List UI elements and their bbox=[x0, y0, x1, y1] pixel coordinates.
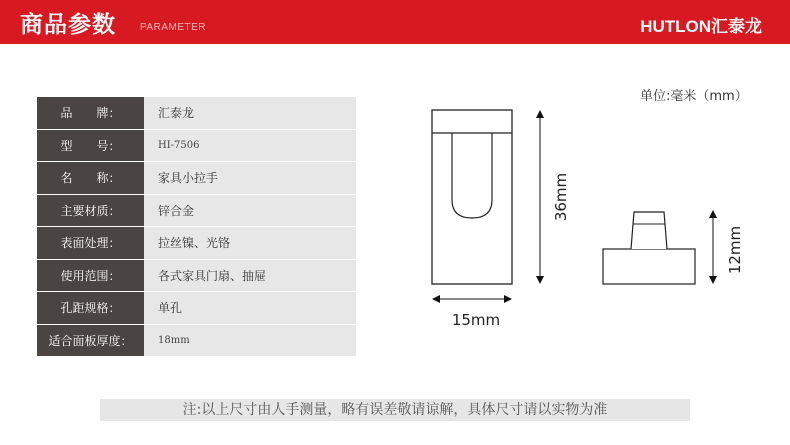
param-value: HI-7506 bbox=[144, 130, 356, 162]
page-title: 商品参数 bbox=[20, 12, 116, 38]
param-label: 适合面板厚度： bbox=[37, 325, 144, 357]
side-view-outline bbox=[603, 212, 695, 284]
param-label: 使用范围： bbox=[37, 260, 144, 292]
param-label: 孔距规格： bbox=[37, 292, 144, 324]
param-label: 品 牌： bbox=[37, 97, 144, 129]
param-label: 主要材质： bbox=[37, 195, 144, 227]
param-label: 表面处理： bbox=[37, 227, 144, 259]
side-height-dimension-label: 12mm bbox=[726, 225, 744, 275]
brand-logo: HUTLON汇泰龙 bbox=[640, 17, 762, 36]
front-view-outline bbox=[432, 110, 512, 284]
param-value: 家具小拉手 bbox=[144, 162, 356, 194]
param-value: 汇泰龙 bbox=[144, 97, 356, 129]
param-value: 锌合金 bbox=[144, 195, 356, 227]
page-subtitle: PARAMETER bbox=[140, 22, 206, 33]
disclaimer-bar bbox=[100, 399, 690, 421]
unit-label: 单位:毫米（mm） bbox=[640, 89, 748, 104]
param-label: 型 号： bbox=[37, 130, 144, 162]
param-value: 18mm bbox=[144, 325, 356, 357]
param-value: 各式家具门扇、抽屉 bbox=[144, 260, 356, 292]
width-dimension-label: 15mm bbox=[451, 311, 501, 329]
disclaimer-text: 注:以上尺寸由人手测量，略有误差敬请谅解，具体尺寸请以实物为准 bbox=[182, 402, 608, 418]
param-value: 拉丝镍、光铬 bbox=[144, 227, 356, 259]
height-dimension-label: 36mm bbox=[552, 172, 570, 222]
param-value: 单孔 bbox=[144, 292, 356, 324]
param-label: 名 称： bbox=[37, 162, 144, 194]
